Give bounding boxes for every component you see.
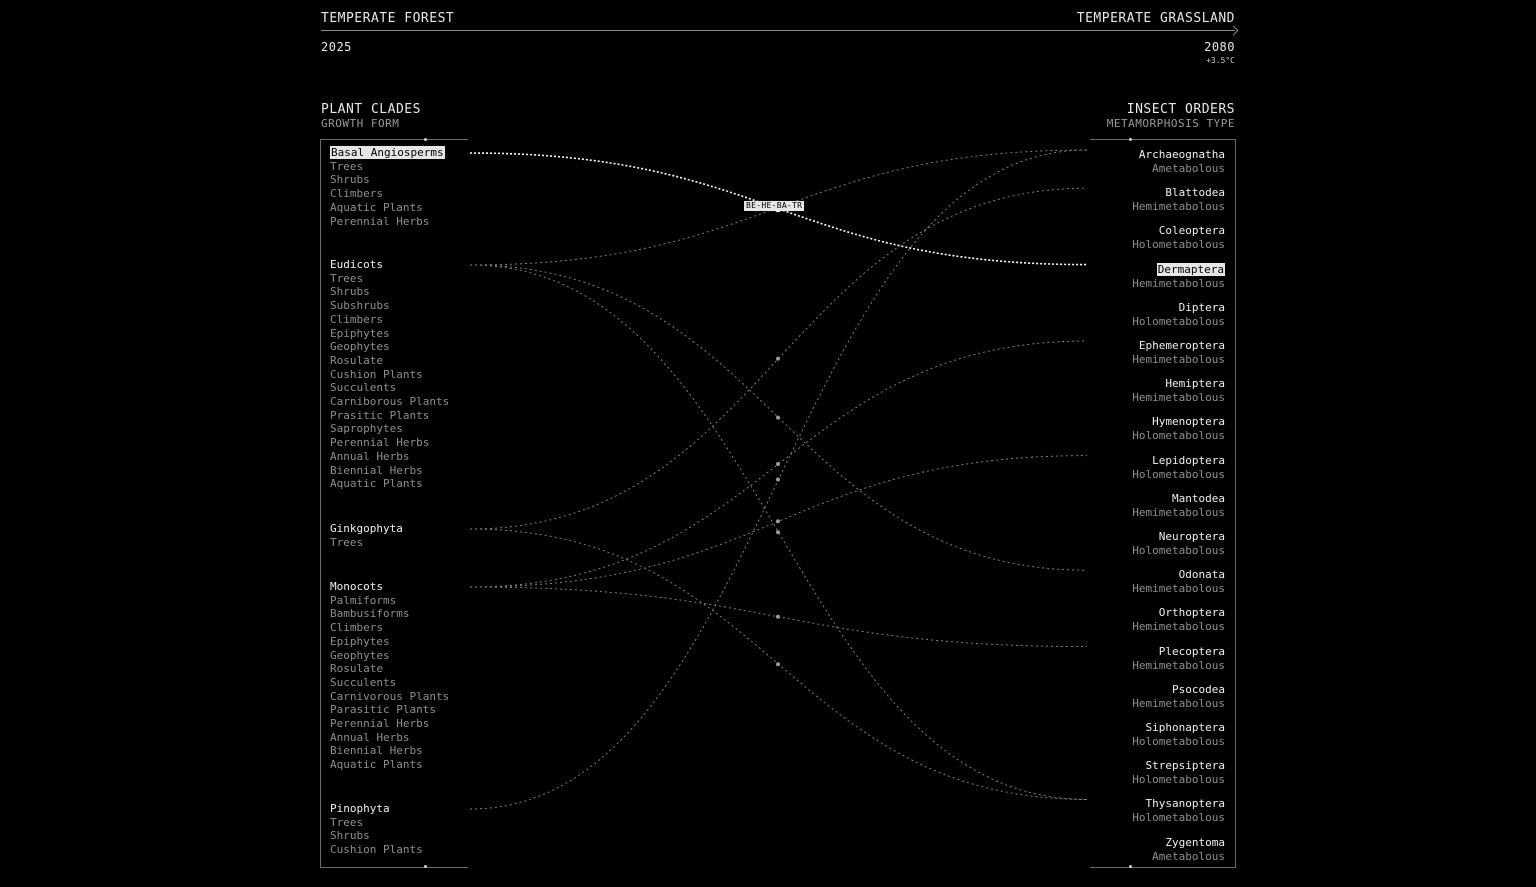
growth-form: Rosulate xyxy=(330,662,383,676)
insect-order[interactable] xyxy=(1132,563,1225,596)
insect-order[interactable] xyxy=(1132,219,1225,252)
insect-order-name: Plecoptera xyxy=(1158,644,1225,658)
plant-clade[interactable] xyxy=(330,146,445,228)
growth-form: Epiphytes xyxy=(330,326,390,340)
insect-order[interactable] xyxy=(1132,487,1225,520)
plant-clade[interactable] xyxy=(330,522,403,549)
growth-form: Succulents xyxy=(330,675,397,689)
insect-order-name: Neuroptera xyxy=(1158,530,1225,543)
growth-form: Trees xyxy=(330,159,364,173)
insect-order-name: Ephemeroptera xyxy=(1138,339,1225,352)
metamorphosis-type: Ametabolous xyxy=(1152,849,1225,863)
insect-order-name: Psocodea xyxy=(1172,682,1225,696)
growth-form: Geophytes xyxy=(330,340,390,354)
growth-form: Parasitic Plants xyxy=(330,703,436,717)
plant-column-subtitle: GROWTH FORM xyxy=(321,117,400,130)
growth-form: Biennial Herbs xyxy=(330,744,423,758)
insect-order[interactable] xyxy=(1132,640,1225,673)
growth-form: Prasitic Plants xyxy=(330,408,430,422)
metamorphosis-type: Holometabolous xyxy=(1132,544,1225,557)
growth-form: Trees xyxy=(330,271,364,285)
growth-form: Biennial Herbs xyxy=(330,463,423,477)
growth-form: Shrubs xyxy=(330,285,370,299)
growth-form: Succulents xyxy=(330,381,397,395)
insect-order-name: Archaeognatha xyxy=(1138,148,1225,161)
link-midpoint-dot xyxy=(776,662,780,666)
growth-form: Aquatic Plants xyxy=(330,758,423,772)
plant-clade-name: Ginkgophyta xyxy=(330,522,403,535)
insect-column-title: INSECT ORDERS xyxy=(1126,102,1235,117)
metamorphosis-type: Holometabolous xyxy=(1132,735,1225,748)
insect-column-subtitle: METAMORPHOSIS TYPE xyxy=(1106,117,1235,130)
metamorphosis-type: Hemimetabolous xyxy=(1132,658,1225,672)
growth-form: Rosulate xyxy=(330,353,383,367)
insect-order[interactable] xyxy=(1132,792,1225,825)
link-midpoint-dot xyxy=(776,462,780,466)
plant-clade-name: Eudicots xyxy=(330,258,383,271)
growth-form: Annual Herbs xyxy=(330,730,410,744)
plant-clade[interactable] xyxy=(330,580,449,772)
insect-order-name: Zygentoma xyxy=(1165,835,1225,849)
growth-form: Cushion Plants xyxy=(330,367,423,381)
plant-clade-name: Monocots xyxy=(330,580,383,593)
insect-order[interactable] xyxy=(1139,143,1225,176)
link-midpoint-dot xyxy=(776,416,780,420)
insect-order[interactable] xyxy=(1132,601,1225,634)
growth-form: Perennial Herbs xyxy=(330,717,430,731)
insect-order-name: Coleoptera xyxy=(1158,224,1225,238)
growth-form: Shrubs xyxy=(330,173,370,187)
highlighted-link-label: BE-HE-BA-TR xyxy=(746,201,803,210)
insect-order[interactable] xyxy=(1132,258,1225,291)
insect-order-name: Blattodea xyxy=(1165,186,1225,200)
insect-order-name: Siphonaptera xyxy=(1145,721,1225,734)
growth-form: Carniborous Plants xyxy=(330,395,450,409)
growth-form: Climbers xyxy=(330,187,383,201)
growth-form: Perennial Herbs xyxy=(330,214,430,228)
plant-clade[interactable] xyxy=(330,258,449,491)
growth-form: Trees xyxy=(330,535,364,549)
growth-form: Perennial Herbs xyxy=(330,436,430,450)
insect-order[interactable] xyxy=(1132,678,1225,711)
left-biome-label: TEMPERATE FOREST xyxy=(321,11,455,26)
insect-order[interactable] xyxy=(1132,754,1225,787)
growth-form: Trees xyxy=(330,815,364,829)
metamorphosis-type: Holometabolous xyxy=(1132,314,1225,328)
insect-order[interactable] xyxy=(1132,334,1225,367)
growth-form: Aquatic Plants xyxy=(330,477,423,491)
metamorphosis-type: Holometabolous xyxy=(1132,238,1225,252)
metamorphosis-type: Hemimetabolous xyxy=(1132,696,1225,710)
insect-order[interactable] xyxy=(1132,449,1225,482)
link-midpoint-dot xyxy=(776,615,780,619)
growth-form: Aquatic Plants xyxy=(330,200,423,214)
insect-order-name: Lepidoptera xyxy=(1152,453,1225,467)
growth-form: Climbers xyxy=(330,312,383,326)
growth-form: Carnivorous Plants xyxy=(330,689,450,703)
metamorphosis-type: Hemimetabolous xyxy=(1132,391,1225,405)
metamorphosis-type: Hemimetabolous xyxy=(1132,353,1225,366)
metamorphosis-type: Hemimetabolous xyxy=(1132,582,1225,596)
end-year: 2080 xyxy=(1204,40,1235,54)
insect-order[interactable] xyxy=(1152,831,1225,864)
link-midpoint-dot xyxy=(776,530,780,534)
metamorphosis-type: Hemimetabolous xyxy=(1132,276,1225,290)
insect-order[interactable] xyxy=(1132,296,1225,329)
link-midpoint-dot xyxy=(776,478,780,482)
link-midpoint-dot xyxy=(776,357,780,361)
insect-order-name: Odonata xyxy=(1178,568,1225,582)
insect-order-name: Hymenoptera xyxy=(1152,415,1225,429)
insect-order-name: Strepsiptera xyxy=(1145,759,1225,773)
right-biome-label: TEMPERATE GRASSLAND xyxy=(1076,11,1235,26)
growth-form: Cushion Plants xyxy=(330,843,423,857)
growth-form: Climbers xyxy=(330,621,383,635)
metamorphosis-type: Holometabolous xyxy=(1132,467,1225,481)
insect-order[interactable] xyxy=(1132,716,1225,749)
growth-form: Palmiforms xyxy=(330,593,397,607)
growth-form: Geophytes xyxy=(330,648,390,662)
link-midpoint-dot xyxy=(776,519,780,523)
metamorphosis-type: Holometabolous xyxy=(1132,773,1225,787)
insect-order-name: Orthoptera xyxy=(1158,606,1225,620)
insect-order-name: Dermaptera xyxy=(1157,262,1224,276)
temperature-change: +3.5°C xyxy=(1206,56,1235,65)
insect-order[interactable] xyxy=(1132,410,1225,443)
plant-clade-name: Basal Angiosperms xyxy=(331,146,444,159)
plant-column-title: PLANT CLADES xyxy=(321,102,421,117)
insect-order[interactable] xyxy=(1132,525,1225,558)
insect-order[interactable] xyxy=(1132,372,1225,405)
start-year: 2025 xyxy=(321,40,352,54)
metamorphosis-type: Hemimetabolous xyxy=(1132,505,1225,519)
growth-form: Bambusiforms xyxy=(330,607,410,621)
insect-order-name: Mantodea xyxy=(1172,491,1225,505)
growth-form: Annual Herbs xyxy=(330,449,410,463)
insect-order[interactable] xyxy=(1132,181,1225,214)
plant-clade[interactable] xyxy=(330,802,423,857)
growth-form: Shrubs xyxy=(330,829,370,843)
plant-clade-name: Pinophyta xyxy=(330,802,390,815)
metamorphosis-type: Ametabolous xyxy=(1152,162,1225,175)
metamorphosis-type: Hemimetabolous xyxy=(1132,200,1225,214)
metamorphosis-type: Hemimetabolous xyxy=(1132,620,1225,634)
metamorphosis-type: Holometabolous xyxy=(1132,429,1225,443)
growth-form: Epiphytes xyxy=(330,634,390,648)
insect-order-name: Hemiptera xyxy=(1165,377,1225,391)
insect-order-name: Thysanoptera xyxy=(1145,797,1225,811)
growth-form: Saprophytes xyxy=(330,422,403,436)
metamorphosis-type: Holometabolous xyxy=(1132,811,1225,825)
growth-form: Subshrubs xyxy=(330,299,390,313)
insect-order-name: Diptera xyxy=(1178,300,1225,314)
